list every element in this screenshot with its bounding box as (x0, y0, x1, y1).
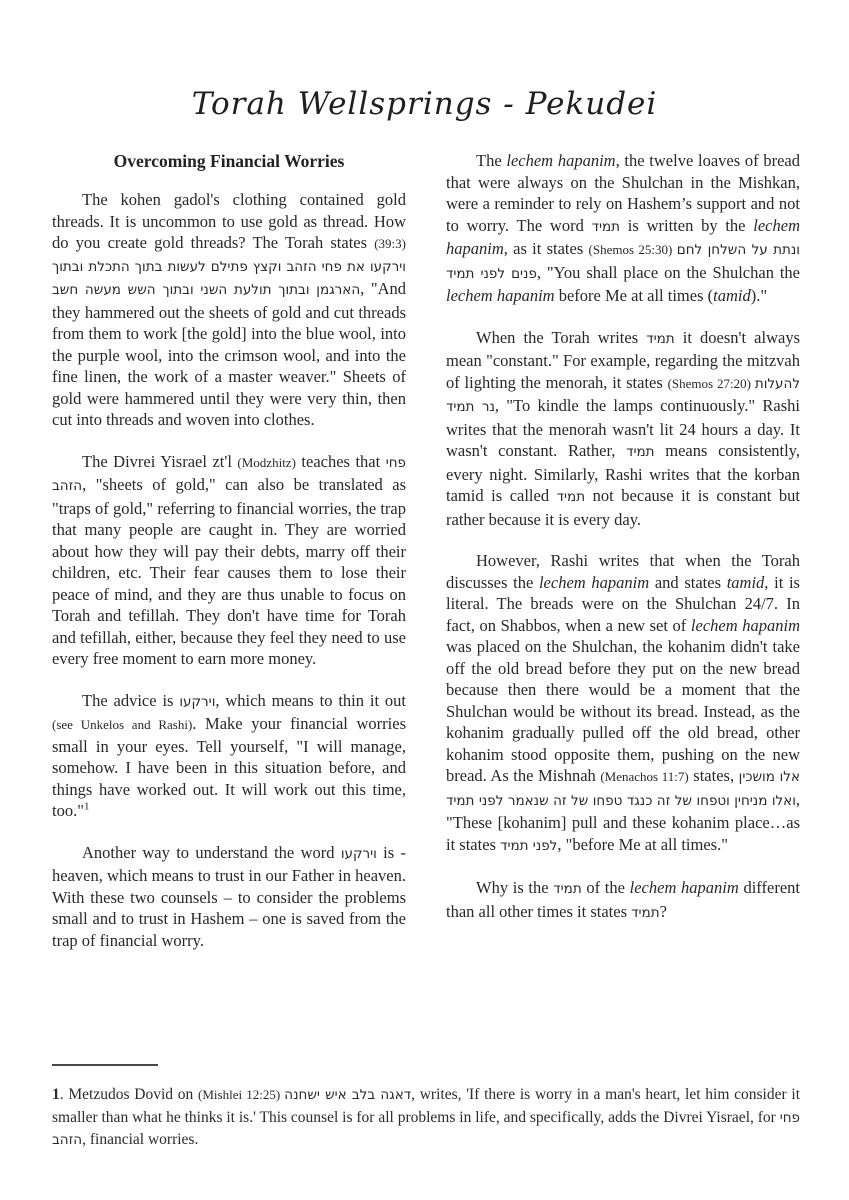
text-run: Why is the (476, 878, 554, 897)
text-run: , "To kindle the lamps continuously." Rashi writes that the menorah wasn't lit 24 hours a day. It wasn't constant. Rather, (446, 396, 800, 460)
hebrew-text: וירקעו (340, 845, 377, 862)
text-run: , as it states (503, 239, 589, 258)
text-run: , which means to thin it out (215, 690, 406, 710)
paragraph (446, 550, 800, 857)
text-run: was placed on the Shulchan, the kohanim didn't take off the old bread before they put on the new bread because then there would be a moment that the Shulchan would be without its bread. Instead, as the kohanim gradually pulled off the old bread, other kohanim stood opposite them, pushing on the new bread. As the Mishnah (446, 637, 800, 785)
hebrew-text: אלו מושכין ואלו מניחין וטפחו של זה כנגד טפחו של זה שנאמר לפני תמיד (446, 769, 800, 809)
paragraph (446, 327, 800, 531)
text-run: is written by the (620, 215, 754, 235)
citation: (Mishlei 12:25) (198, 1087, 285, 1102)
paragraph (446, 150, 800, 307)
text-run: When the Torah writes (476, 327, 647, 347)
paragraph (52, 842, 406, 952)
italic-term: lechem hapanim (446, 286, 555, 305)
text-run: is - heaven, which means to trust in our Father in heaven. With these two counsels – to consider the problems small and to trust in Hashem – one is saved from the trap of financial worry. (52, 842, 407, 950)
hebrew-text: תמיד (626, 444, 655, 460)
text-run: , "And they hammered out the sheets of gold and cut threads from them to work [the gold] into the blue wool, into the purple wool, into the crimson wool, and into the fine linen, the work of a master weaver." Sheets of gold were hammered until they were very thin, then cut into threads and woven into clothes. (52, 279, 406, 429)
text-run: teaches that (295, 451, 386, 471)
paragraph (52, 451, 406, 670)
hebrew-text: ונתת על השלחן לחם פנים לפני תמיד (446, 242, 800, 282)
footnote-number: 1 (52, 1086, 60, 1103)
citation: (Shemos 25:30) (588, 242, 677, 257)
text-run: not because it is constant but rather because it is every day. (446, 486, 800, 529)
two-column-layout (52, 150, 800, 971)
citation: (39:3) (374, 236, 406, 251)
paragraph (52, 189, 406, 431)
text-run: , the twelve loaves of bread that were always on the Shulchan in the Mishkan, were a reminder to rely on Hashem’s support and not to worry. The word (446, 151, 800, 235)
text-run: . Make your financial worries small in your eyes. Tell yourself, "I will manage, somehow. I have been in this situation before, and things have worked out. It will work out this time, too." (52, 714, 407, 820)
section-heading: Overcoming Financial Worries (113, 151, 345, 171)
hebrew-text: וירקעו (179, 693, 216, 710)
italic-term: lechem hapanim (629, 878, 739, 897)
paragraph (446, 877, 800, 924)
citation: (see Unkelos and Rashi) (52, 717, 193, 732)
hebrew-text: דאגה בלב איש ישחנה (284, 1087, 412, 1103)
paragraph (52, 690, 406, 822)
hebrew-text: תמיד (556, 489, 586, 505)
left-column (52, 150, 406, 971)
italic-term: lechem hapanim (446, 215, 800, 258)
text-run: . Metzudos Dovid on (59, 1086, 199, 1103)
hebrew-text: תמיד (631, 904, 660, 921)
text-run: The Divrei Yisrael zt'l (82, 451, 238, 471)
text-run: , "These [kohanim] pull and these kohanim place…as it states (446, 789, 800, 854)
text-run: Another way to understand the word (82, 842, 341, 862)
text-run: , "before Me at all times." (557, 834, 728, 854)
text-run: , financial worries. (82, 1131, 199, 1148)
text-run: , writes, 'If there is worry in a man's heart, let him consider it smaller than what he thinks it is.' This counsel is for all problems in life, and specifically, adds the Divrei Yisrael, for (52, 1086, 801, 1126)
italic-term: tamid (726, 572, 765, 592)
hebrew-text: תמיד (553, 881, 582, 897)
text-run: ? (659, 901, 667, 921)
left-column-paragraphs (52, 189, 406, 951)
text-run: )." (750, 286, 768, 305)
footnote-reference: 1 (83, 800, 90, 813)
italic-term: lechem hapanim (506, 151, 616, 170)
hebrew-text: פחי הזהב (52, 1109, 800, 1148)
text-run: The kohen gadol's clothing contained gold threads. It is uncommon to use gold as thread. How do you create gold threads? The Torah states (52, 190, 406, 252)
hebrew-text: להעלות נר תמיד (446, 375, 800, 415)
text-run: , "You shall place on the Shulchan the (536, 262, 800, 282)
citation: (Menachos 11:7) (600, 769, 689, 784)
hebrew-text: פחי הזהב (52, 454, 406, 494)
page-title: Torah Wellsprings - Pekudei (191, 86, 658, 122)
paragraph (52, 1084, 800, 1152)
footnote-divider (52, 1064, 158, 1066)
footnote (52, 1084, 800, 1152)
text-run: The (476, 151, 507, 170)
hebrew-text: וירקעו את פחי הזהב וקצץ פתילם לעשות בתוך התכלת ובתוך הארגמן ובתוך תולעת השני ובתוך השש מעשה חשב (52, 258, 406, 298)
italic-term: tamid (713, 286, 751, 305)
text-run: and states (649, 572, 727, 592)
hebrew-text: לפני תמיד (500, 837, 558, 854)
hebrew-text: תמיד (646, 330, 675, 347)
text-run: However, Rashi writes that when the Torah discusses the (446, 551, 800, 592)
text-run: The advice is (82, 690, 180, 710)
right-column (446, 150, 800, 971)
text-run: of the (581, 878, 630, 897)
citation: (Shemos 27:20) (667, 375, 755, 391)
citation: (Modzhitz) (237, 454, 296, 470)
right-column-paragraphs (446, 150, 800, 924)
italic-term: lechem hapanim (538, 572, 650, 592)
text-run: means consistently, every night. Similarly, Rashi writes that the korban tamid is called (446, 441, 800, 505)
text-run: different than all other times it states (446, 878, 800, 921)
hebrew-text: תמיד (591, 218, 621, 235)
text-run: , it is literal. The breads were on the Shulchan 24/7. In fact, on Shabbos, when a new set of (446, 572, 800, 635)
text-run: it doesn't always mean "constant." For example, regarding the mitzvah of lighting the menorah, it states (446, 327, 800, 392)
italic-term: lechem hapanim (690, 615, 800, 635)
text-run: , "sheets of gold," can also be translated as "traps of gold," referring to financial worries, the trap that many people are caught in. They are worried about how they will pay their debts, marry off their children, etc. Their fear causes them to lose their peace of mind, and they are thus unable to focus on Torah and tefillah. They don't have time for Torah and tefillah, either, because they feel they need to use every free moment to earn more money. (52, 475, 406, 668)
text-run: states, (688, 766, 739, 785)
footnote-section (52, 1064, 800, 1152)
text-run: before Me at all times ( (554, 286, 714, 305)
